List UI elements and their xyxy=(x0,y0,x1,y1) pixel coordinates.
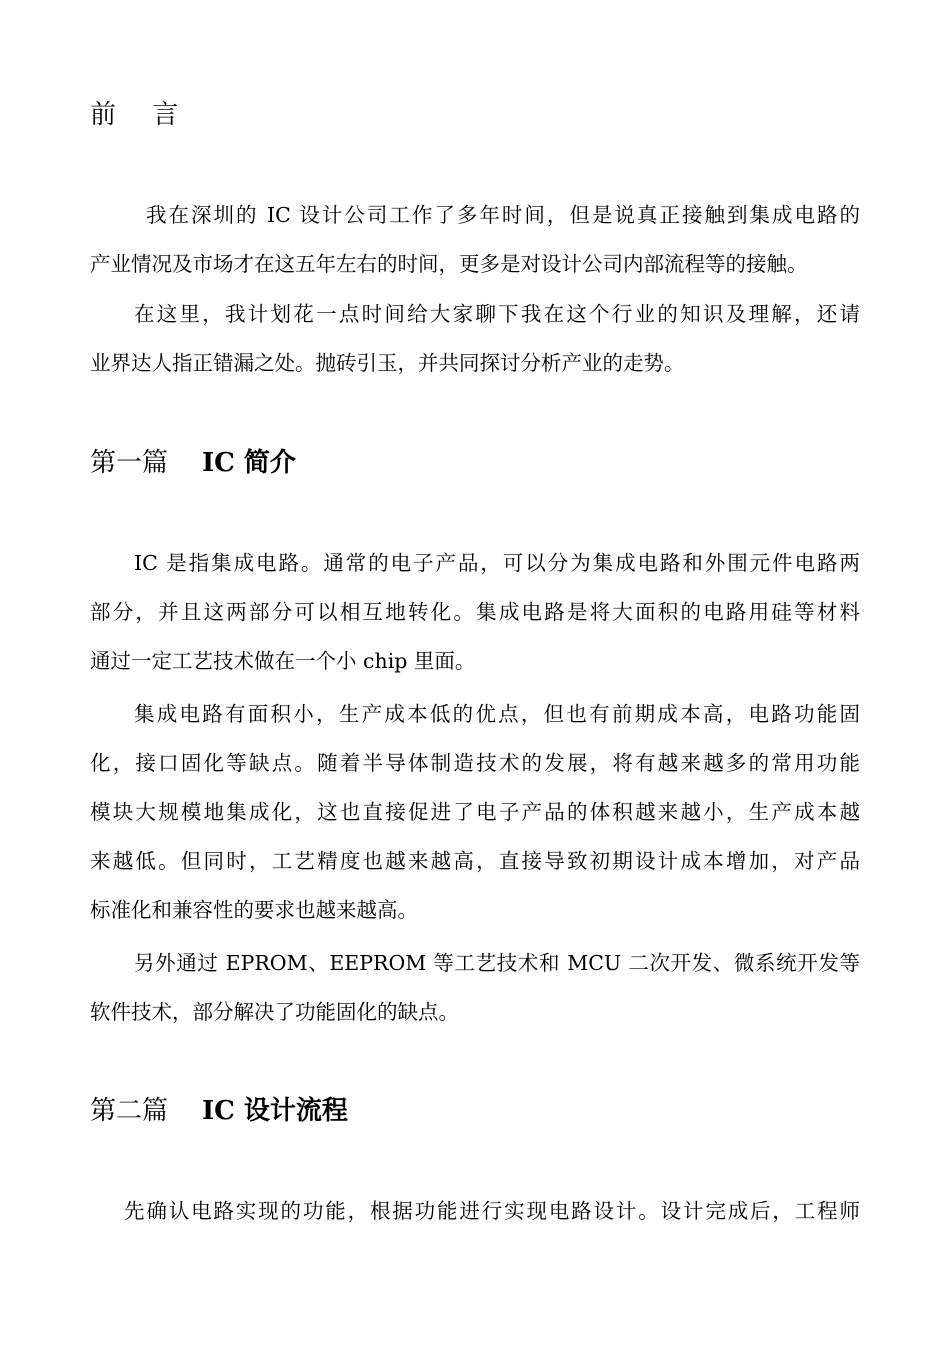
text-line: 软件技术，部分解决了功能固化的缺点。 xyxy=(90,1000,459,1024)
text-line: 先确认电路实现的功能，根据功能进行实现电路设计。设计完成后，工程师 xyxy=(124,1199,860,1223)
chapter2-number: 第二篇 xyxy=(90,1096,169,1126)
text-line: 我在深圳的 IC 设计公司工作了多年时间，但是说真正接触到集成电路的 xyxy=(146,203,860,227)
text-line: 标准化和兼容性的要求也越来越高。 xyxy=(90,898,418,922)
chapter1-paragraph-2 xyxy=(90,690,860,935)
preface-paragraph-2 xyxy=(90,290,860,388)
text-line: 另外通过 EPROM、EEPROM 等工艺技术和 MCU 二次开发、微系统开发等 xyxy=(134,951,860,975)
text-line: 来越低。但同时，工艺精度也越来越高，直接导致初期设计成本增加，对产品 xyxy=(90,849,860,873)
text-line: 在这里，我计划花一点时间给大家聊下我在这个行业的知识及理解，还请 xyxy=(134,302,860,326)
chapter1-paragraph-3 xyxy=(90,939,860,1037)
text-line: IC 是指集成电路。通常的电子产品，可以分为集成电路和外围元件电路两 xyxy=(134,551,860,575)
preface-heading: 前 言 xyxy=(90,100,193,130)
text-line: 模块大规模地集成化，这也直接促进了电子产品的体积越来越小，生产成本越 xyxy=(90,800,860,824)
text-line: 化，接口固化等缺点。随着半导体制造技术的发展，将有越来越多的常用功能 xyxy=(90,751,860,775)
chapter1-paragraph-1 xyxy=(90,539,860,686)
text-line: 集成电路有面积小，生产成本低的优点，但也有前期成本高，电路功能固 xyxy=(134,702,860,726)
preface-paragraph-1 xyxy=(90,191,860,289)
chapter1-number: 第一篇 xyxy=(90,448,169,478)
chapter2-title: IC 设计流程 xyxy=(202,1096,348,1126)
chapter1-heading xyxy=(90,446,296,480)
text-line: 产业情况及市场才在这五年左右的时间，更多是对设计公司内部流程等的接触。 xyxy=(90,252,808,276)
text-line: 通过一定工艺技术做在一个小 chip 里面。 xyxy=(90,649,476,673)
chapter2-heading xyxy=(90,1094,348,1128)
chapter2-paragraph-1 xyxy=(90,1187,860,1236)
text-line: 业界达人指正错漏之处。抛砖引玉，并共同探讨分析产业的走势。 xyxy=(90,351,685,375)
text-line: 部分，并且这两部分可以相互地转化。集成电路是将大面积的电路用硅等材料 xyxy=(90,600,860,624)
chapter1-title: IC 简介 xyxy=(202,448,296,478)
